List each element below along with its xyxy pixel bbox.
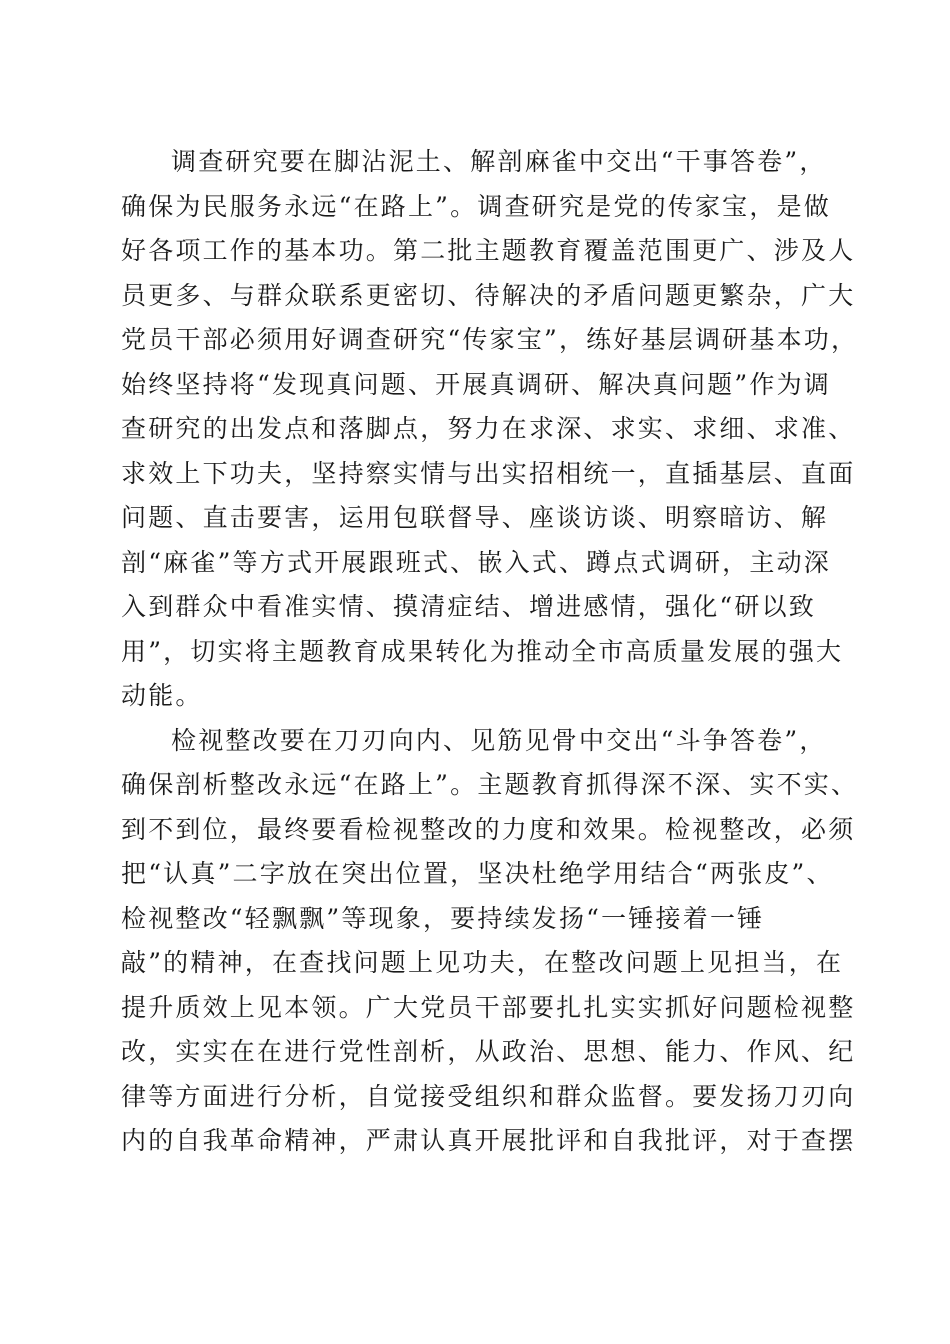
text-line: 确保为民服务永远“在路上”。调查研究是党的传家宝，是做	[121, 191, 831, 221]
paragraph-1	[121, 140, 859, 719]
text-line: 检视整改“轻飘飘”等现象，要持续发扬“一锤接着一锤	[121, 903, 765, 933]
text-line: 确保剖析整改永远“在路上”。主题教育抓得深不深、实不实、	[121, 770, 859, 799]
document-body	[121, 140, 859, 1164]
text-line: 查研究的出发点和落脚点，努力在求深、求实、求细、求准、	[121, 414, 856, 443]
text-line: 改，实实在在进行党性剖析，从政治、思想、能力、作风、纪	[121, 1037, 856, 1066]
text-line: 始终坚持将“发现真问题、开展真调研、解决真问题”作为调	[121, 369, 831, 399]
text-line: 到不到位，最终要看检视整改的力度和效果。检视整改，必须	[121, 814, 856, 844]
text-line: 入到群众中看准实情、摸清症结、增进感情，强化“研以致	[121, 592, 816, 621]
text-line: 用”，切实将主题教育成果转化为推动全市高质量发展的强大	[121, 636, 844, 666]
text-line: 党员干部必须用好调查研究“传家宝”，练好基层调研基本功，	[121, 325, 859, 354]
text-line: 律等方面进行分析，自觉接受组织和群众监督。要发扬刀刃向	[121, 1081, 856, 1111]
paragraph-2	[121, 719, 859, 1164]
text-line: 调查研究要在脚沾泥土、解剖麻雀中交出“干事答卷”，	[171, 147, 827, 176]
text-line: 动能。	[121, 681, 203, 710]
text-line: 检视整改要在刀刃向内、见筋见骨中交出“斗争答卷”，	[171, 725, 827, 755]
text-line: 内的自我革命精神，严肃认真开展批评和自我批评，对于查摆	[121, 1126, 856, 1155]
text-line: 求效上下功夫，坚持察实情与出实招相统一，直插基层、直面	[121, 458, 856, 488]
text-line: 把“认真”二字放在突出位置，坚决杜绝学用结合“两张皮”、	[121, 859, 834, 888]
text-line: 问题、直击要害，运用包联督导、座谈访谈、明察暗访、解	[121, 503, 829, 532]
text-line: 敲”的精神，在查找问题上见功夫，在整改问题上见担当，在	[121, 948, 844, 977]
text-line: 剖“麻雀”等方式开展跟班式、嵌入式、蹲点式调研，主动深	[121, 547, 831, 577]
text-line: 提升质效上见本领。广大党员干部要扎扎实实抓好问题检视整	[121, 992, 856, 1022]
text-line: 员更多、与群众联系更密切、待解决的矛盾问题更繁杂，广大	[121, 280, 856, 310]
text-line: 好各项工作的基本功。第二批主题教育覆盖范围更广、涉及人	[121, 236, 856, 265]
